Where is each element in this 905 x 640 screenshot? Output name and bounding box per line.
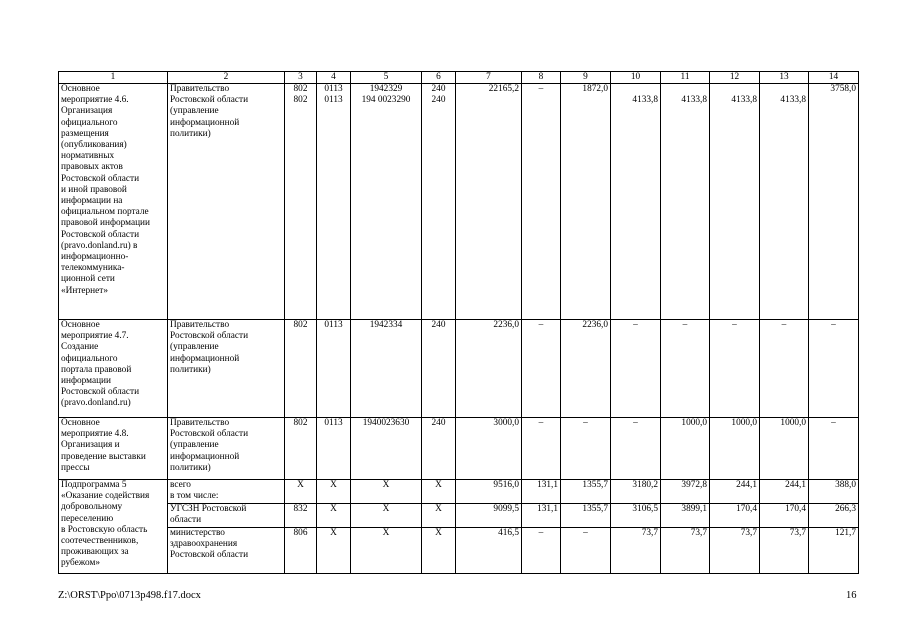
value-cell: – <box>611 320 661 418</box>
value-cell: Х <box>351 528 422 574</box>
value-cell: 802 <box>285 320 317 418</box>
code-value: 1942329 <box>369 84 403 94</box>
value-cell: 73,7 <box>611 528 661 574</box>
executor: Правительство Ростовской области (управление информационной политики) <box>168 418 285 480</box>
value-cell: – <box>809 320 859 418</box>
value-cell: – <box>661 320 710 418</box>
code-cell <box>317 84 351 320</box>
value-cell: – <box>809 418 859 480</box>
value-cell: 1355,7 <box>561 480 611 504</box>
header-cell: 9 <box>561 72 611 84</box>
value-cell: 0113 <box>317 320 351 418</box>
value: 4133,8 <box>731 95 757 105</box>
code-value: 0113 <box>324 84 343 94</box>
code-value: 802 <box>293 84 308 94</box>
header-cell: 10 <box>611 72 661 84</box>
value-cell: – <box>561 418 611 480</box>
value-cell: Х <box>422 528 456 574</box>
value-cell: 121,7 <box>809 528 859 574</box>
table-row <box>59 504 859 528</box>
value-cell: 3000,0 <box>456 418 522 480</box>
value-cell: – <box>522 418 561 480</box>
measure-name: Основное мероприятие 4.8. Организация и проведение выставки прессы <box>59 418 168 480</box>
value-cell: – <box>760 320 809 418</box>
value-cell: 170,4 <box>760 504 809 528</box>
page-number: 16 <box>846 590 857 601</box>
value-cell: Х <box>422 480 456 504</box>
executor: Правительство Ростовской области (управление информационной политики) <box>168 84 285 320</box>
table-row <box>59 84 859 320</box>
value-cell: – <box>561 528 611 574</box>
value-cell: Х <box>351 480 422 504</box>
header-cell: 7 <box>456 72 522 84</box>
value-cell: 244,1 <box>760 480 809 504</box>
table-row <box>59 528 859 574</box>
file-path-footer: Z:\ORST\Ppo\0713p498.f17.docx <box>58 590 201 601</box>
table-row <box>59 418 859 480</box>
value-cell: 170,4 <box>710 504 760 528</box>
value-cell: 131,1 <box>522 504 561 528</box>
value-cell: – <box>522 528 561 574</box>
executor: Правительство Ростовской области (управление информационной политики) <box>168 320 285 418</box>
value-cell: 3180,2 <box>611 480 661 504</box>
header-cell: 2 <box>168 72 285 84</box>
code-cell <box>351 84 422 320</box>
value-cell: 1872,0 <box>561 84 611 320</box>
value-cell: 9516,0 <box>456 480 522 504</box>
value-cell: 3972,8 <box>661 480 710 504</box>
value-cell: 73,7 <box>661 528 710 574</box>
value-cell: Х <box>422 504 456 528</box>
value-cell: 9099,5 <box>456 504 522 528</box>
value-cell: 3758,0 <box>809 84 859 320</box>
header-cell: 5 <box>351 72 422 84</box>
value-cell <box>710 84 760 320</box>
value-cell: 1000,0 <box>710 418 760 480</box>
header-cell: 1 <box>59 72 168 84</box>
header-cell: 13 <box>760 72 809 84</box>
measure-name: Подпрограмма 5 «Оказание содействия добровольному переселению в Ростовскую область соотечественников, проживающих за рубежом» <box>59 480 168 574</box>
value-cell: – <box>710 320 760 418</box>
code-value: 802 <box>293 95 308 106</box>
header-cell: 4 <box>317 72 351 84</box>
value-cell: 1000,0 <box>661 418 710 480</box>
value-cell <box>661 84 710 320</box>
header-cell: 11 <box>661 72 710 84</box>
value-cell: 266,3 <box>809 504 859 528</box>
header-cell: 6 <box>422 72 456 84</box>
value-cell: 131,1 <box>522 480 561 504</box>
value-cell: 73,7 <box>710 528 760 574</box>
executor: министерство здравоохранения Ростовской области <box>168 528 285 574</box>
code-value: 0113 <box>324 95 343 106</box>
table-row <box>59 480 859 504</box>
value-cell: 1000,0 <box>760 418 809 480</box>
value-cell: 1942334 <box>351 320 422 418</box>
column-number-row <box>59 72 859 84</box>
value-cell: – <box>611 418 661 480</box>
value-cell <box>611 84 661 320</box>
value-cell <box>760 84 809 320</box>
value-cell: 1355,7 <box>561 504 611 528</box>
value-cell: – <box>522 84 561 320</box>
header-cell: 12 <box>710 72 760 84</box>
header-cell: 14 <box>809 72 859 84</box>
code-value: 194 0023290 <box>361 95 411 106</box>
value-cell: 0113 <box>317 418 351 480</box>
value: 4133,8 <box>780 95 806 105</box>
value-cell: 240 <box>422 320 456 418</box>
value-cell: Х <box>317 528 351 574</box>
value-cell: 802 <box>285 418 317 480</box>
value-cell: 240 <box>422 418 456 480</box>
value-cell: 2236,0 <box>561 320 611 418</box>
value-cell: 3106,5 <box>611 504 661 528</box>
value-cell: 388,0 <box>809 480 859 504</box>
header-cell: 3 <box>285 72 317 84</box>
executor: УГСЗН Ростовской области <box>168 504 285 528</box>
measure-name: Основное мероприятие 4.7. Создание официального портала правовой информации Ростовской области (pravo.donland.ru) <box>59 320 168 418</box>
budget-table <box>58 71 859 574</box>
header-cell: 8 <box>522 72 561 84</box>
code-cell <box>422 84 456 320</box>
value: 4133,8 <box>681 95 707 105</box>
measure-name: Основное мероприятие 4.6. Организация официального размещения (опубликования) нормативных правовых актов Ростовской области и иной правовой информации на официальном портале правовой информации Ростовской области (pravo.donland.ru) в информационно- телекоммуника- ционной сети «Интернет» <box>59 84 168 320</box>
value-cell: – <box>522 320 561 418</box>
value-cell: 416,5 <box>456 528 522 574</box>
value-cell: 73,7 <box>760 528 809 574</box>
value: 4133,8 <box>632 95 658 105</box>
value-cell: 806 <box>285 528 317 574</box>
value-cell: Х <box>317 480 351 504</box>
value-cell: Х <box>317 504 351 528</box>
value-cell: 2236,0 <box>456 320 522 418</box>
code-value: 240 <box>431 84 446 94</box>
code-cell <box>285 84 317 320</box>
value-cell: 244,1 <box>710 480 760 504</box>
executor: всего в том числе: <box>168 480 285 504</box>
value-cell: Х <box>351 504 422 528</box>
table-row <box>59 320 859 418</box>
value-cell: 3899,1 <box>661 504 710 528</box>
code-value: 240 <box>431 95 446 106</box>
value-cell: 1940023630 <box>351 418 422 480</box>
value-cell: Х <box>285 480 317 504</box>
value-cell: 22165,2 <box>456 84 522 320</box>
value-cell: 832 <box>285 504 317 528</box>
